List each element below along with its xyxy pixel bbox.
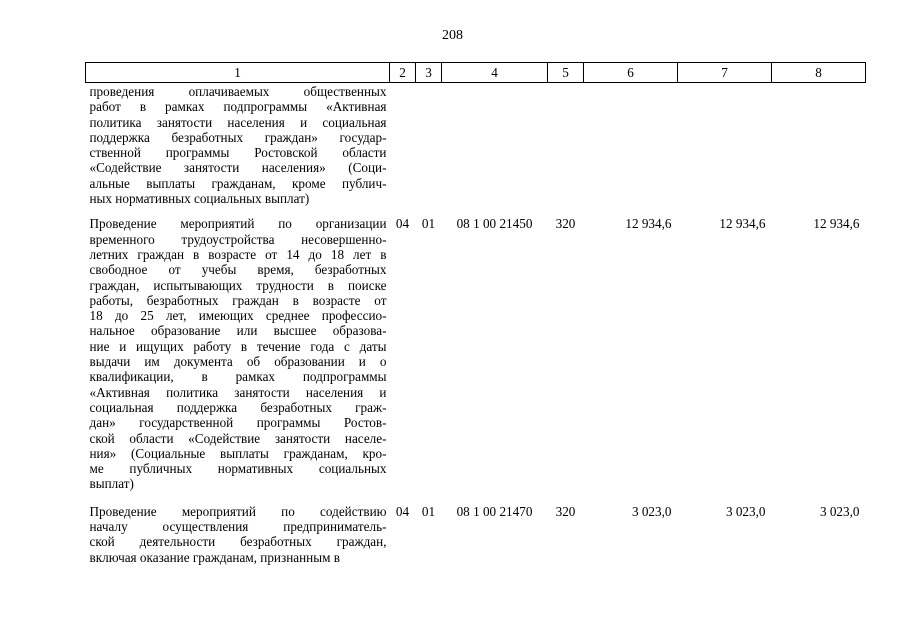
table-row: [86, 206, 866, 491]
description-line: началу осуществления предприниматель-: [89, 519, 387, 535]
cell-amount-3: 3 023,0: [819, 503, 860, 519]
description-line: квалификации, в рамках подпрограммы: [89, 369, 387, 385]
description-line: работы, безработных граждан в возрасте от: [89, 292, 387, 308]
cell-section: [390, 83, 416, 207]
description-line: проведения оплачиваемых общественных: [89, 84, 387, 99]
cell-amount-1: [584, 83, 678, 207]
description-line: ме публичных нормативных социальных: [89, 461, 387, 477]
cell-expense-type: [548, 83, 584, 207]
description-line: граждан, испытывающих трудности в поиске: [89, 277, 387, 293]
column-header-5: 5: [548, 63, 584, 83]
description-line: поддержка безработных граждан» государ-: [89, 129, 387, 145]
cell-subsection: [416, 83, 442, 207]
page-number: 208: [442, 28, 463, 43]
column-header-7: 7: [678, 63, 772, 83]
budget-table: [85, 62, 866, 565]
cell-amount-1: 3 023,0: [631, 503, 672, 519]
cell-expense-type: 320: [555, 216, 576, 232]
description-line: Проведение мероприятий по содействию: [89, 503, 387, 519]
column-header-1: 1: [86, 63, 390, 83]
row-description: [86, 83, 390, 207]
cell-target-code: 08 1 00 21450: [456, 216, 533, 232]
description-line: 18 до 25 лет, имеющих среднее профессио-: [89, 308, 387, 324]
cell-target-code: [442, 83, 548, 207]
description-line: ственной программы Ростовской области: [89, 145, 387, 161]
description-line: свободное от учебы время, безработных: [89, 262, 387, 278]
description-line: работ в рамках подпрограммы «Активная: [89, 99, 387, 115]
description-line: летних граждан в возрасте от 14 до 18 лет в: [89, 246, 387, 262]
description-line: включая оказание гражданам, признанным в: [89, 549, 340, 565]
column-header-6: 6: [584, 63, 678, 83]
column-header-4: 4: [442, 63, 548, 83]
cell-subsection: 01: [421, 216, 436, 232]
description-line: нальное образование или высшее образова-: [89, 323, 387, 339]
cell-amount-2: [678, 83, 772, 207]
header-row: [86, 63, 866, 83]
cell-subsection: 01: [421, 503, 436, 519]
description-line: ния» (Социальные выплаты гражданам, кро-: [89, 445, 387, 461]
cell-target-code: 08 1 00 21470: [456, 503, 533, 519]
cell-amount-3: 12 934,6: [813, 216, 860, 232]
cell-section: 04: [395, 503, 410, 519]
row-description: [86, 206, 390, 491]
cell-amount-1: 12 934,6: [625, 216, 672, 232]
table-row: [86, 492, 866, 565]
description-line: социальная поддержка безработных граж-: [89, 399, 387, 415]
row-description: [86, 492, 390, 565]
description-line: Проведение мероприятий по организации: [89, 216, 387, 232]
description-line: выплат): [89, 476, 134, 492]
column-header-2: 2: [390, 63, 416, 83]
description-line: политика занятости населения и социальная: [89, 114, 387, 130]
description-line: ние и ищущих работу в течение года с даты: [89, 338, 387, 354]
description-line: выдачи им документа об образовании и о: [89, 354, 387, 370]
description-line: альные выплаты гражданам, кроме публич-: [89, 175, 387, 191]
cell-section: 04: [395, 216, 410, 232]
description-line: ных нормативных социальных выплат): [89, 191, 310, 207]
cell-amount-2: 3 023,0: [725, 503, 766, 519]
cell-amount-3: [772, 83, 866, 207]
cell-expense-type: 320: [555, 503, 576, 519]
table-row: [86, 83, 866, 207]
description-line: дан» государственной программы Ростов-: [89, 415, 387, 431]
description-line: временного трудоустройства несовершенно-: [89, 231, 387, 247]
column-header-8: 8: [772, 63, 866, 83]
description-line: «Активная политика занятости населения и: [89, 384, 387, 400]
description-line: ской области «Содействие занятости населе-: [89, 430, 387, 446]
cell-amount-2: 12 934,6: [719, 216, 766, 232]
description-line: ской деятельности безработных граждан,: [89, 534, 387, 550]
description-line: «Содействие занятости населения» (Соци-: [89, 160, 387, 176]
column-header-3: 3: [416, 63, 442, 83]
